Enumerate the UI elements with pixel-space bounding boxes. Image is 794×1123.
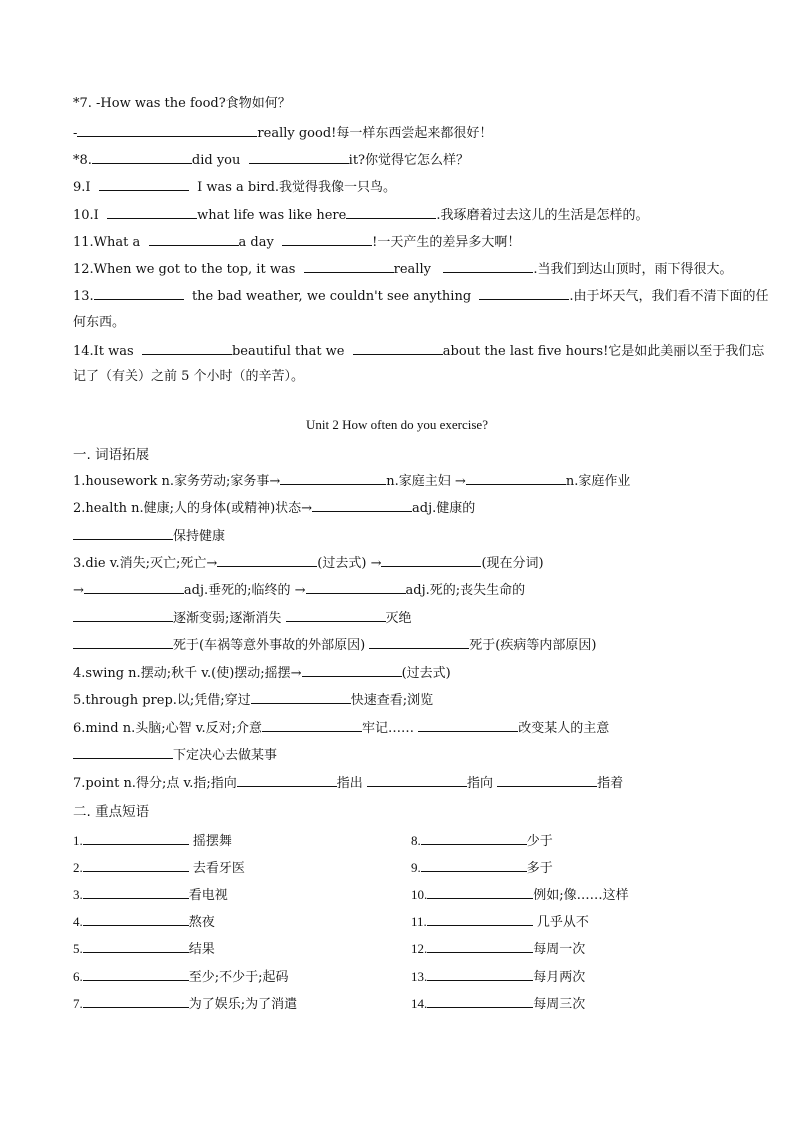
- answer-blank[interactable]: [262, 717, 362, 732]
- answer-blank[interactable]: [149, 231, 239, 246]
- answer-blank[interactable]: [83, 938, 189, 953]
- answer-blank[interactable]: [83, 857, 189, 872]
- vocab-line-6b: 下定决心去做某事: [73, 744, 277, 766]
- q7-prompt: *7. -How was the food?食物如何？: [73, 96, 291, 111]
- q11-line: 11.What a a day !一天产生的差异多大啊！: [73, 231, 520, 253]
- q10-line: 10.I what life was like here .我琢磨着过去这儿的生活是怎样的。: [73, 204, 648, 226]
- answer-blank[interactable]: [427, 884, 533, 899]
- answer-blank[interactable]: [107, 204, 197, 219]
- q7-answer-line: - really good!每一样东西尝起来都很好！: [73, 122, 492, 144]
- section-heading-phrases: 二. 重点短语: [73, 804, 150, 820]
- phrase-item: 1. 摇摆舞: [73, 830, 232, 852]
- answer-blank[interactable]: [280, 470, 386, 485]
- phrase-item: 9. 多于: [411, 857, 553, 879]
- answer-blank[interactable]: [302, 662, 402, 677]
- vocab-line-3d: 死于(车祸等意外事故的外部原因) 死于(疾病等内部原因): [73, 634, 596, 656]
- answer-blank[interactable]: [73, 744, 173, 759]
- phrase-item: 2. 去看牙医: [73, 857, 245, 879]
- vocab-line-3c: 逐渐变弱;逐渐消失 灭绝: [73, 607, 412, 629]
- answer-blank[interactable]: [237, 772, 337, 787]
- answer-blank[interactable]: [77, 122, 257, 137]
- answer-blank[interactable]: [142, 340, 232, 355]
- vocab-line-3b: → adj.垂死的;临终的 → adj.死的;丧失生命的: [73, 579, 525, 601]
- vocab-line-4: 4.swing n.摆动;秋千 v.(使)摆动;摇摆→ (过去式): [73, 662, 451, 684]
- q8-line: *8. did you it?你觉得它怎么样？: [73, 149, 469, 171]
- answer-blank[interactable]: [83, 993, 189, 1008]
- answer-blank[interactable]: [83, 830, 189, 845]
- answer-blank[interactable]: [443, 258, 533, 273]
- answer-blank[interactable]: [466, 470, 566, 485]
- answer-blank[interactable]: [73, 634, 173, 649]
- answer-blank[interactable]: [304, 258, 394, 273]
- answer-blank[interactable]: [427, 938, 533, 953]
- answer-blank[interactable]: [381, 552, 481, 567]
- phrase-item: 13. 每月两次: [411, 966, 585, 988]
- answer-blank[interactable]: [421, 857, 527, 872]
- section-heading-vocab: 一. 词语拓展: [73, 447, 150, 463]
- vocab-line-3: 3.die v.消失;灭亡;死亡→ (过去式) → (现在分词): [73, 552, 544, 574]
- unit-title: Unit 2 How often do you exercise?: [306, 417, 488, 432]
- phrase-item: 7. 为了娱乐;为了消遣: [73, 993, 297, 1015]
- vocab-line-5: 5.through prep.以;凭借;穿过 快速查看;浏览: [73, 689, 433, 711]
- phrase-item: 14. 每周三次: [411, 993, 585, 1015]
- answer-blank[interactable]: [84, 579, 184, 594]
- phrase-item: 10. 例如;像……这样: [411, 884, 629, 906]
- answer-blank[interactable]: [83, 911, 189, 926]
- answer-blank[interactable]: [286, 607, 386, 622]
- answer-blank[interactable]: [251, 689, 351, 704]
- answer-blank[interactable]: [427, 993, 533, 1008]
- phrase-item: 5. 结果: [73, 938, 215, 960]
- answer-blank[interactable]: [83, 966, 189, 981]
- phrase-item: 6. 至少;不少于;起码: [73, 966, 289, 988]
- answer-blank[interactable]: [312, 497, 412, 512]
- answer-blank[interactable]: [418, 717, 518, 732]
- phrase-item: 4. 熬夜: [73, 911, 215, 933]
- q14-line-cont: 记了（有关）之前 5 个小时（的辛苦）。: [73, 369, 305, 384]
- answer-blank[interactable]: [217, 552, 317, 567]
- vocab-line-2: 2.health n.健康;人的身体(或精神)状态→ adj.健康的: [73, 497, 475, 519]
- answer-blank[interactable]: [249, 149, 349, 164]
- answer-blank[interactable]: [306, 579, 406, 594]
- answer-blank[interactable]: [346, 204, 436, 219]
- answer-blank[interactable]: [497, 772, 597, 787]
- vocab-line-1: 1.housework n.家务劳动;家务事→ n.家庭主妇 → n.家庭作业: [73, 470, 630, 492]
- answer-blank[interactable]: [353, 340, 443, 355]
- q13-line: 13. the bad weather, we couldn't see anything .由于坏天气，我们看不清下面的任: [73, 285, 769, 307]
- answer-blank[interactable]: [369, 634, 469, 649]
- answer-blank[interactable]: [427, 911, 533, 926]
- answer-blank[interactable]: [367, 772, 467, 787]
- answer-blank[interactable]: [282, 231, 372, 246]
- q13-line-cont: 何东西。: [73, 315, 126, 330]
- phrase-item: 12. 每周一次: [411, 938, 585, 960]
- answer-blank[interactable]: [427, 966, 533, 981]
- phrase-item: 8. 少于: [411, 830, 553, 852]
- phrase-item: 11. 几乎从不: [411, 911, 589, 933]
- q12-line: 12.When we got to the top, it was really .当我们到达山顶时，雨下得很大。: [73, 258, 733, 280]
- answer-blank[interactable]: [479, 285, 569, 300]
- answer-blank[interactable]: [73, 525, 173, 540]
- answer-blank[interactable]: [92, 149, 192, 164]
- q14-line: 14.It was beautiful that we about the last five hours!它是如此美丽以至于我们忘: [73, 340, 764, 362]
- vocab-line-7: 7.point n.得分;点 v.指;指向 指出 指向 指着: [73, 772, 623, 794]
- q7-line: [73, 94, 291, 114]
- q9-line: 9.I I was a bird.我觉得我像一只鸟。: [73, 176, 396, 198]
- vocab-line-6: 6.mind n.头脑;心智 v.反对;介意 牢记…… 改变某人的主意: [73, 717, 609, 739]
- answer-blank[interactable]: [94, 285, 184, 300]
- answer-blank[interactable]: [421, 830, 527, 845]
- answer-blank[interactable]: [73, 607, 173, 622]
- vocab-line-2b: 保持健康: [73, 525, 225, 547]
- answer-blank[interactable]: [83, 884, 189, 899]
- phrase-item: 3. 看电视: [73, 884, 228, 906]
- answer-blank[interactable]: [99, 176, 189, 191]
